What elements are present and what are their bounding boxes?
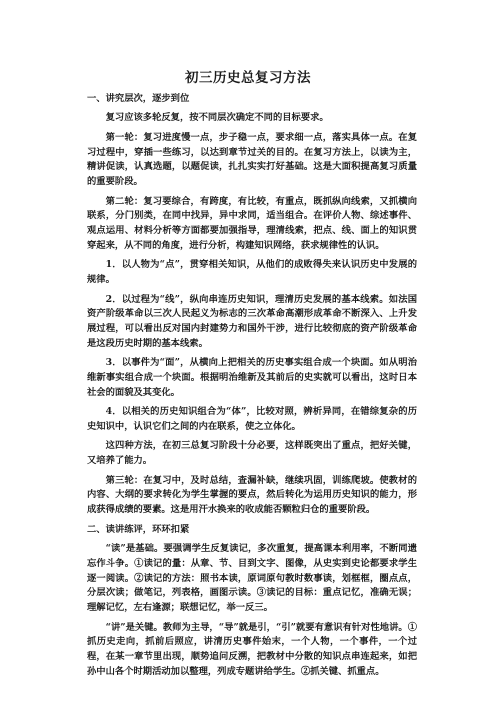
- section-2-heading: 二、读讲练评，环环扣紧: [87, 523, 190, 535]
- document-body: [87, 92, 417, 684]
- method-item-1: 1．以人物为“点”，贯穿相关知识，从他们的成败得失来认识历史中发展的规律。: [87, 259, 417, 286]
- document-title: 初三历史总复习方法: [185, 70, 311, 86]
- methods-summary: 这四种方法，在初三总复习阶段十分必要，这样既突出了重点，把好关键，又培养了能力。: [87, 440, 417, 467]
- round-1-paragraph: 第一轮：复习进度慢一点，步子稳一点，要求细一点，落实具体一点。在复习过程中，穿插一些练习，以达到章节过关的目的。在复习方法上，以读为主，精讲促读，认真选题，以题促读，扎扎实实打好基础。这是大面积提高复习质量的重要阶段。: [87, 131, 417, 188]
- lecturing-paragraph: “讲”是关键。教师为主导，“导”就是引，“引”就要有意识有针对性地讲。①抓历史走向，抓前后照应，讲清历史事件始末，一个人物，一个事件，一个过程，在某一章节里出现，顺势追问反溯，把教材中分散的知识点串连起来，如把孙中山各个时期活动加以整理，列成专题讲给学生。②抓关键、抓重点。: [87, 621, 417, 678]
- round-3-paragraph: 第三轮：在复习中，及时总结，查漏补缺，继续巩固，训练爬坡。使教材的内容、大纲的要求转化为学生掌握的要点，然后转化为运用历史知识的能力，形成获得成绩的要素。这是用汗水换来的收成能否颗粒归仓的重要阶段。: [87, 474, 417, 516]
- section-1-intro: 复习应该多轮反复，按不同层次确定不同的目标要求。: [105, 112, 329, 124]
- method-item-3: 3．以事件为“面”，从横向上把相关的历史事实组合成一个块面。如从明治维新事实组合成一个块面。根据明治维新及其前后的史实就可以看出，这时日本社会的面貌及其变化。: [87, 357, 417, 398]
- method-item-4: 4．以相关的历史知识组合为“体”，比较对照，辨析异同，在错综复杂的历史知识中，认识它们之间的内在联系，使之立体化。: [87, 406, 417, 433]
- reading-paragraph: “读”是基础。要强调学生反复读记，多次重复，提高课本利用率，不断同遗忘作斗争。①读记的量：从章、节、目到文字、图像，从史实到史论都要求学生逐一阅读。②读记的方法：照书本读，原词原句教时数事读，划框框，圈点点，分层次读；做笔记，列表格，画图示读。③读记的目标：重点记忆，准确无误；理解记忆，左右逢源；联想记忆，举一反三。: [87, 543, 417, 614]
- round-2-paragraph: 第二轮：复习要综合，有跨度，有比较，有重点，既抓纵向线索，又抓横向联系，分门别类，在同中找异，异中求同，适当组合。在评价人物、综述事件、观点运用、材料分析等方面都要加强指导，理清线索，把点、线、面上的知识贯穿起来，从不同的角度，进行分析，构建知识网络，获求规律性的认识。: [87, 195, 417, 251]
- section-1-heading: 一、讲究层次，逐步到位: [87, 93, 190, 104]
- method-item-2: 2．以过程为“线”，纵向串连历史知识，理清历史发展的基本线索。如法国资产阶级革命以三次人民起义为标志的三次革命高潮形成革命不断深入、上升发展过程，可以看出反对国内封建势力和国外干涉，进行比较彻底的资产阶级革命是这段历史时期的基本线索。: [87, 293, 417, 349]
